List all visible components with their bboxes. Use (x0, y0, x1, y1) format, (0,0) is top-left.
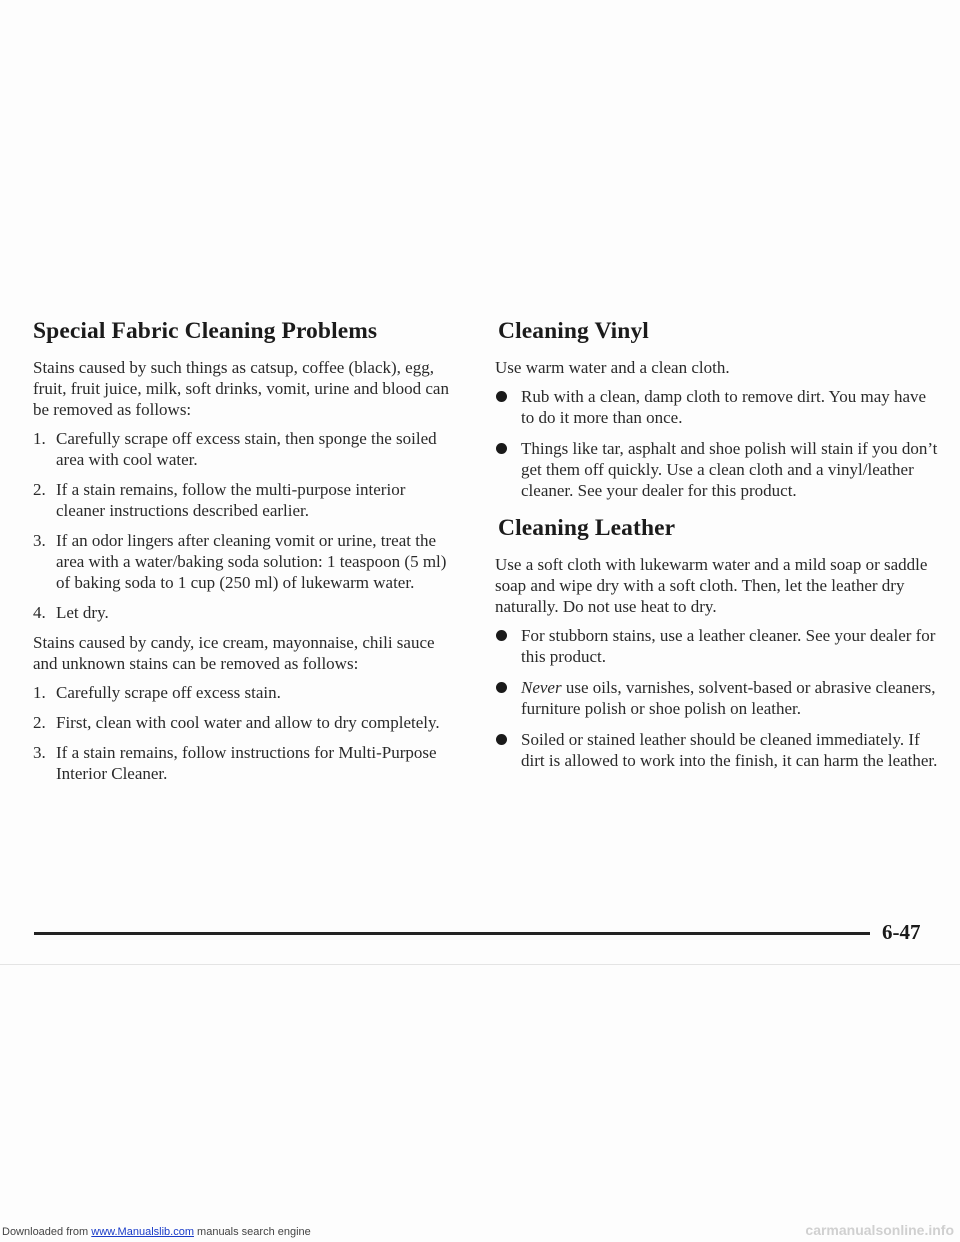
list-item (495, 677, 940, 719)
banner-prefix: Downloaded from (2, 1226, 92, 1238)
page-number: 6-47 (882, 920, 921, 944)
step-text: Carefully scrape off excess stain. (56, 683, 281, 702)
download-banner (2, 1226, 311, 1238)
list-item (33, 428, 453, 470)
step-number: 1. (33, 683, 46, 702)
footer-divider (34, 932, 870, 935)
step-number: 3. (33, 531, 46, 550)
bullet-text: For stubborn stains, use a leather cleaner. See your dealer for this product. (521, 626, 936, 666)
list-item (33, 602, 453, 623)
stain-steps-2 (33, 682, 453, 784)
bullet-icon (496, 391, 507, 402)
leather-intro: Use a soft cloth with lukewarm water and a mild soap or saddle soap and wipe dry with a soft cloth. Then, let the leather dry naturally. Do not use heat to dry. (495, 555, 928, 616)
bullet-icon (496, 682, 507, 693)
step-number: 1. (33, 429, 46, 448)
bullet-icon (496, 443, 507, 454)
bullet-icon (496, 734, 507, 745)
stain-intro-1: Stains caused by such things as catsup, coffee (black), egg, fruit, fruit juice, milk, soft drinks, vomit, urine and blood can be removed as follows: (33, 358, 449, 419)
banner-suffix: manuals search engine (193, 1226, 311, 1238)
bullet-text: Things like tar, asphalt and shoe polish will stain if you don’t get them off quickly. Use a clean cloth and a vinyl/leather cleaner. See your dealer for this product. (521, 439, 938, 500)
bullet-icon (496, 630, 507, 641)
list-item (33, 479, 453, 521)
faint-divider (0, 964, 960, 965)
step-text: Carefully scrape off excess stain, then sponge the soiled area with cool water. (56, 429, 437, 469)
list-item (495, 729, 940, 771)
cleaning-leather-heading: Cleaning Leather (498, 515, 676, 541)
cleaning-vinyl-heading: Cleaning Vinyl (498, 318, 649, 344)
never-emphasis: Never (521, 678, 562, 697)
right-column (495, 318, 940, 781)
watermark-text: carmanualsonline.info (805, 1222, 954, 1238)
step-text: If a stain remains, follow the multi-purpose interior cleaner instructions described earlier. (56, 480, 406, 520)
vinyl-intro: Use warm water and a clean cloth. (495, 358, 730, 377)
list-item (33, 530, 453, 593)
step-text: Let dry. (56, 603, 109, 622)
bullet-text: Soiled or stained leather should be cleaned immediately. If dirt is allowed to work into the finish, it can harm the leather. (521, 730, 938, 770)
list-item (495, 625, 940, 667)
vinyl-bullets (495, 386, 940, 501)
special-fabric-heading: Special Fabric Cleaning Problems (33, 318, 378, 344)
bullet-text: use oils, varnishes, solvent-based or abrasive cleaners, furniture polish or shoe polish on leather. (521, 678, 936, 718)
step-text: If an odor lingers after cleaning vomit or urine, treat the area with a water/baking soda solution: 1 teaspoon (5 ml) of baking soda to 1 cup (250 ml) of lukewarm water. (56, 531, 447, 592)
left-column (33, 318, 453, 793)
list-item (495, 386, 940, 428)
manualslib-link[interactable]: www.Manualslib.com (91, 1226, 194, 1238)
stain-intro-2: Stains caused by candy, ice cream, mayonnaise, chili sauce and unknown stains can be removed as follows: (33, 633, 435, 673)
list-item (33, 682, 453, 703)
stain-steps-1 (33, 428, 453, 623)
step-number: 4. (33, 603, 46, 622)
list-item (495, 438, 940, 501)
step-number: 3. (33, 743, 46, 762)
leather-bullets (495, 625, 940, 771)
step-text: First, clean with cool water and allow to dry completely. (56, 713, 440, 732)
bullet-text: Rub with a clean, damp cloth to remove dirt. You may have to do it more than once. (521, 387, 927, 427)
list-item (33, 742, 453, 784)
step-number: 2. (33, 713, 46, 732)
step-text: If a stain remains, follow instructions for Multi-Purpose Interior Cleaner. (56, 743, 437, 783)
step-number: 2. (33, 480, 46, 499)
list-item (33, 712, 453, 733)
